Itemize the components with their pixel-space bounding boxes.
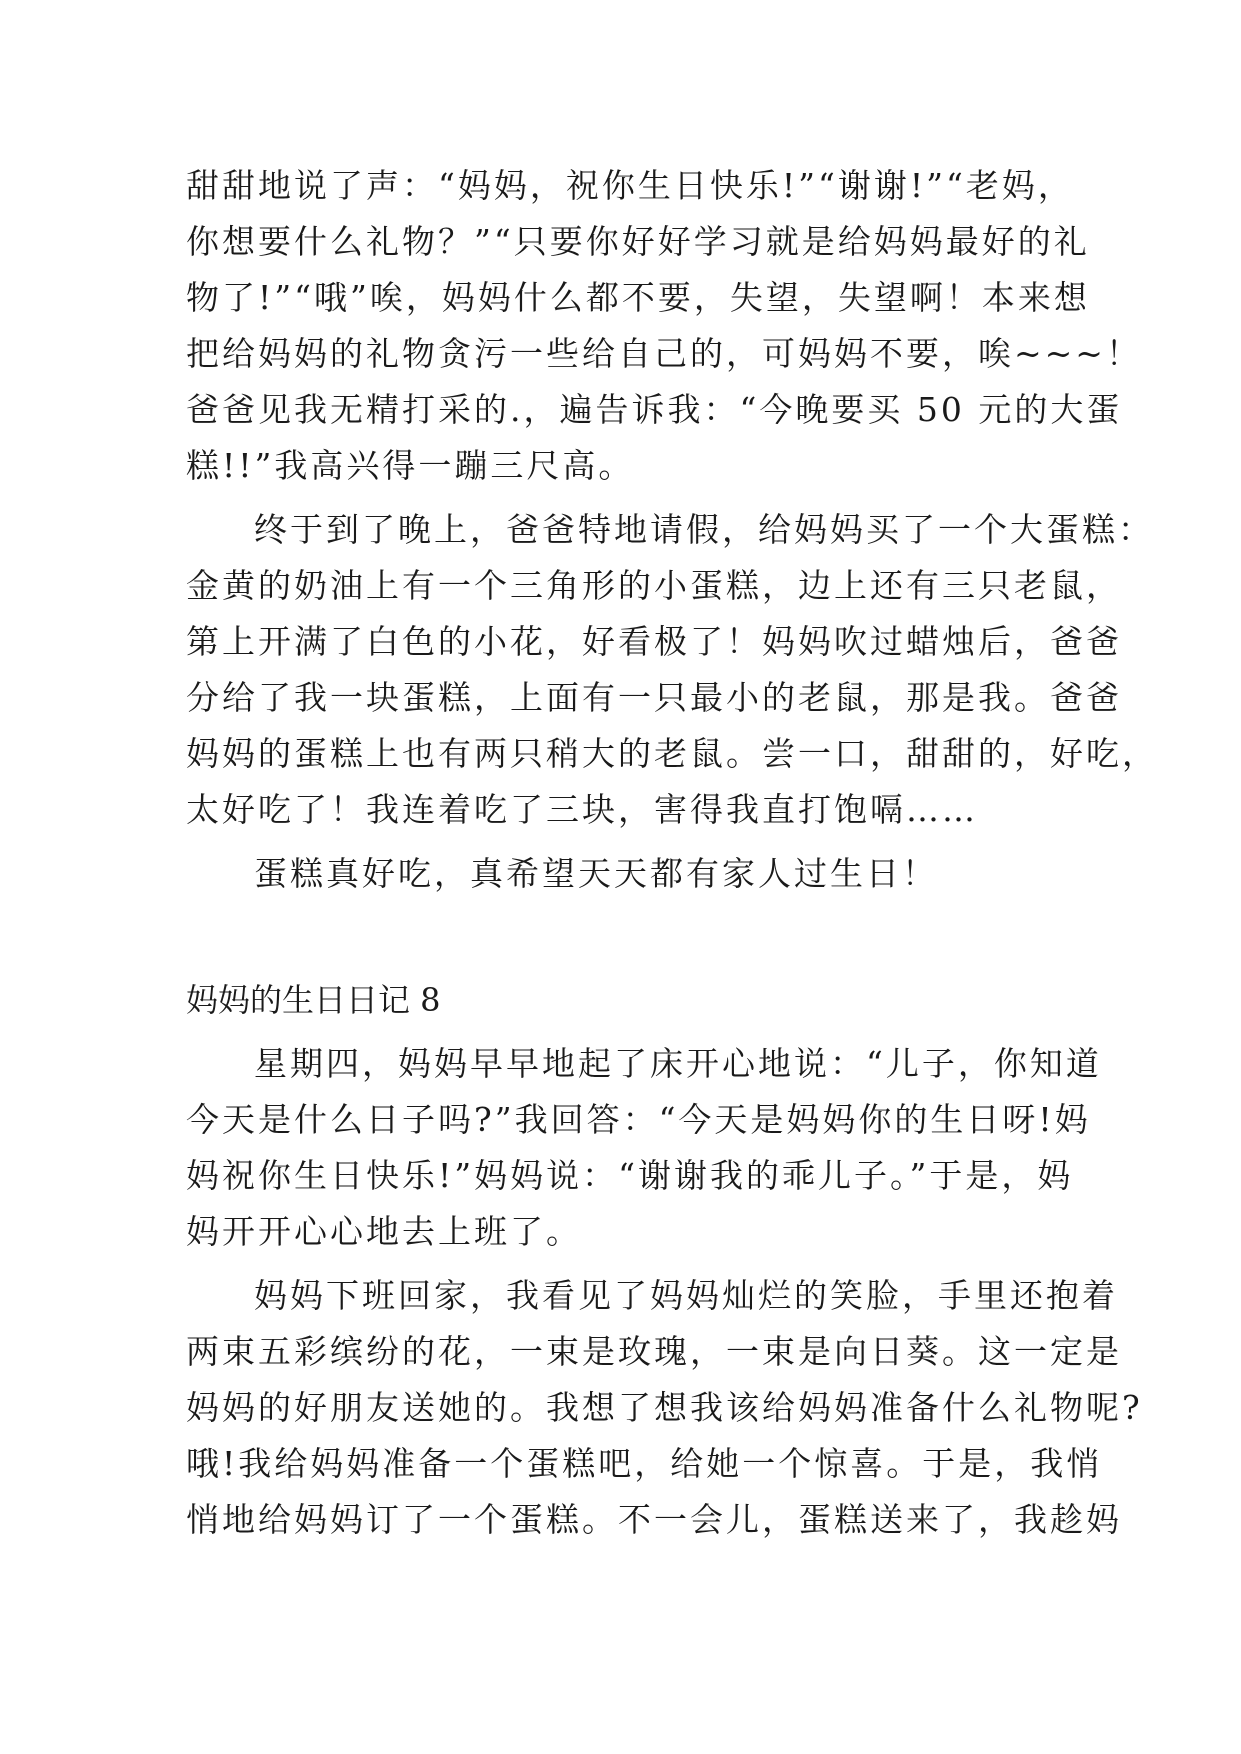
- paragraph: [186, 158, 1142, 494]
- text-line: 爸爸见我无精打采的.，遍告诉我：“今晚要买 50 元的大蛋: [186, 390, 1123, 429]
- paragraph: [186, 1036, 1102, 1260]
- text-line: 终于到了晚上，爸爸特地请假，给妈妈买了一个大蛋糕：: [254, 510, 1154, 549]
- text-line: 妈祝你生日快乐!”妈妈说：“谢谢我的乖儿子。”于是，妈: [186, 1156, 1074, 1195]
- text-line: 把给妈妈的礼物贪污一些给自己的，可妈妈不要，唉~~~！: [186, 334, 1142, 373]
- text-line: 悄地给妈妈订了一个蛋糕。不一会儿，蛋糕送来了，我趁妈: [186, 1500, 1122, 1539]
- text-line: 蛋糕真好吃，真希望天天都有家人过生日！: [254, 854, 938, 893]
- text-line: 糕!!”我高兴得一蹦三尺高。: [186, 446, 635, 485]
- text-line: 星期四，妈妈早早地起了床开心地说：“儿子，你知道: [254, 1044, 1102, 1083]
- paragraph: [186, 502, 1158, 838]
- document-page: [186, 158, 1158, 1556]
- text-line: 妈妈的蛋糕上也有两只稍大的老鼠。尝一口，甜甜的，好吃，: [186, 734, 1158, 773]
- heading: 妈妈的生日日记 8: [186, 981, 441, 1019]
- text-line: 妈妈下班回家，我看见了妈妈灿烂的笑脸，手里还抱着: [254, 1276, 1118, 1315]
- text-line: 妈开开心心地去上班了。: [186, 1212, 582, 1251]
- text-line: 太好吃了！我连着吃了三块，害得我直打饱嗝……: [186, 790, 978, 829]
- text-line: 哦!我给妈妈准备一个蛋糕吧，给她一个惊喜。于是，我悄: [186, 1444, 1103, 1483]
- text-line: 金黄的奶油上有一个三角形的小蛋糕，边上还有三只老鼠，: [186, 566, 1122, 605]
- text-line: 甜甜地说了声：“妈妈，祝你生日快乐!”“谢谢!”“老妈，: [186, 166, 1074, 205]
- paragraph: [186, 846, 1056, 902]
- text-line: 分给了我一块蛋糕，上面有一只最小的老鼠，那是我。爸爸: [186, 678, 1122, 717]
- text-line: 物了!”“哦”唉，妈妈什么都不要，失望，失望啊！本来想: [186, 278, 1090, 317]
- text-line: 你想要什么礼物？”“只要你好好学习就是给妈妈最好的礼: [186, 222, 1090, 261]
- section-title: [186, 972, 1056, 1028]
- text-line: 妈妈的好朋友送她的。我想了想我该给妈妈准备什么礼物呢?: [186, 1388, 1143, 1427]
- paragraph: [186, 1268, 1143, 1548]
- section-gap: [186, 910, 1056, 972]
- text-line: 今天是什么日子吗?”我回答：“今天是妈妈你的生日呀!妈: [186, 1100, 1091, 1139]
- text-line: 第上开满了白色的小花，好看极了！妈妈吹过蜡烛后，爸爸: [186, 622, 1122, 661]
- text-line: 两束五彩缤纷的花，一束是玫瑰，一束是向日葵。这一定是: [186, 1332, 1122, 1371]
